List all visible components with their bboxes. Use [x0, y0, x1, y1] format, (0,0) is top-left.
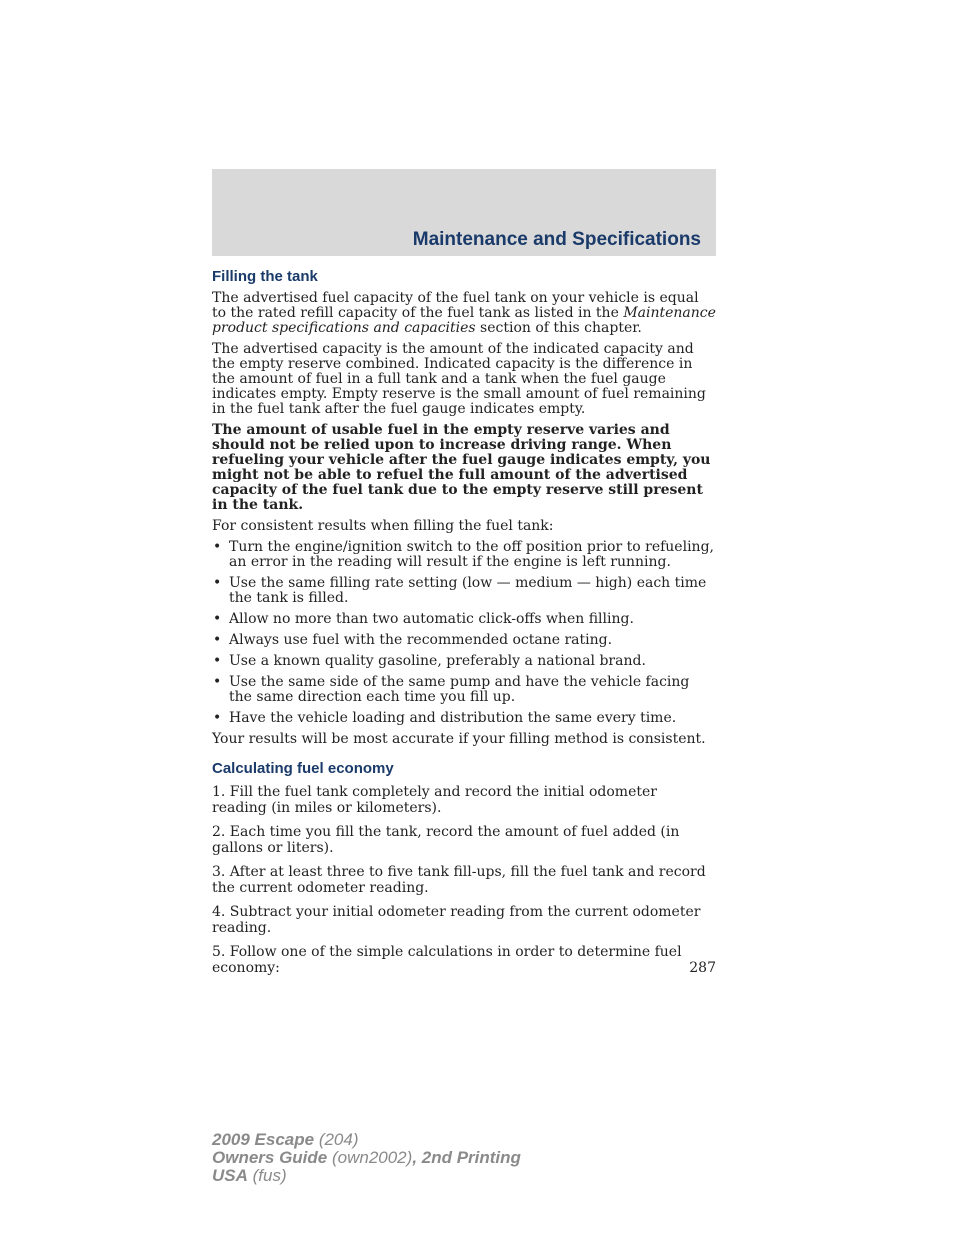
list-item: • Allow no more than two automatic click-offs when filling. — [212, 612, 716, 627]
bullets-intro: For consistent results when filling the fuel tank: — [212, 518, 554, 534]
footer-line-market — [212, 1167, 521, 1185]
footer-guide-code: (own2002) — [327, 1148, 413, 1167]
page-number: 287 — [689, 960, 716, 976]
list-item: • Have the vehicle loading and distribution the same every time. — [212, 711, 716, 726]
warning-paragraph: The amount of usable fuel in the empty reserve varies and should not be relied upon to increase driving range. When refueling your vehicle after the fuel gauge indicates empty, you might not be able to refuel the full amount of the advertised capacity of the fuel tank due to the empty reserve still present in the tank. — [212, 422, 711, 513]
paragraph-advertised-capacity — [212, 291, 716, 336]
footer-guide: Owners Guide — [212, 1148, 328, 1167]
numbered-step: 2. Each time you fill the tank, record the amount of fuel added (in gallons or liters). — [212, 824, 680, 856]
footer-printing: , 2nd Printing — [412, 1148, 521, 1167]
footer-model-code: (204) — [314, 1130, 359, 1149]
list-item: • Use a known quality gasoline, preferably a national brand. — [212, 654, 716, 669]
list-item: • Use the same filling rate setting (low — medium — high) each time the tank is filled. — [212, 576, 716, 606]
footer-market: USA — [212, 1166, 248, 1185]
chapter-header-band — [212, 169, 716, 256]
footer-market-code: (fus) — [247, 1166, 287, 1185]
numbered-step: 3. After at least three to five tank fill-ups, fill the fuel tank and record the current odometer reading. — [212, 864, 706, 896]
reference-italic: Maintenance product specifications and capacities — [212, 305, 716, 336]
list-item: • Turn the engine/ignition switch to the off position prior to refueling, an error in the reading will result if the engine is left running. — [212, 540, 716, 570]
list-item: • Use the same side of the same pump and have the vehicle facing the same direction each time you fill up. — [212, 675, 716, 705]
paragraph-text: section of this chapter. — [475, 320, 642, 336]
numbered-step: 4. Subtract your initial odometer reading from the current odometer reading. — [212, 904, 701, 936]
page-content — [212, 268, 716, 984]
paragraph-indicated-capacity: The advertised capacity is the amount of the indicated capacity and the empty reserve combined. Indicated capacity is the difference in the amount of fuel in a full tank and a tank when the fuel gauge indicates empty. Empty reserve is the small amount of fuel remaining in the fuel tank after the fuel gauge indicates empty. — [212, 341, 706, 417]
paragraph-text: The advertised fuel capacity of the fuel tank on your vehicle is equal to the rated refill capacity of the fuel tank as listed in the — [212, 290, 699, 321]
list-item: • Always use fuel with the recommended octane rating. — [212, 633, 716, 648]
footer-line-model — [212, 1131, 521, 1149]
document-footer — [212, 1131, 521, 1185]
numbered-step: 1. Fill the fuel tank completely and record the initial odometer reading (in miles or kilometers). — [212, 784, 657, 816]
numbered-step: 5. Follow one of the simple calculations in order to determine fuel economy: — [212, 944, 682, 976]
closing-paragraph: Your results will be most accurate if your filling method is consistent. — [212, 731, 706, 747]
footer-model: 2009 Escape — [212, 1130, 315, 1149]
section-heading-calculating-fuel-economy: Calculating fuel economy — [212, 760, 394, 777]
section-heading-filling-the-tank: Filling the tank — [212, 268, 318, 285]
filling-tips-list — [212, 540, 716, 726]
footer-line-guide — [212, 1149, 521, 1167]
chapter-title: Maintenance and Specifications — [412, 229, 701, 250]
